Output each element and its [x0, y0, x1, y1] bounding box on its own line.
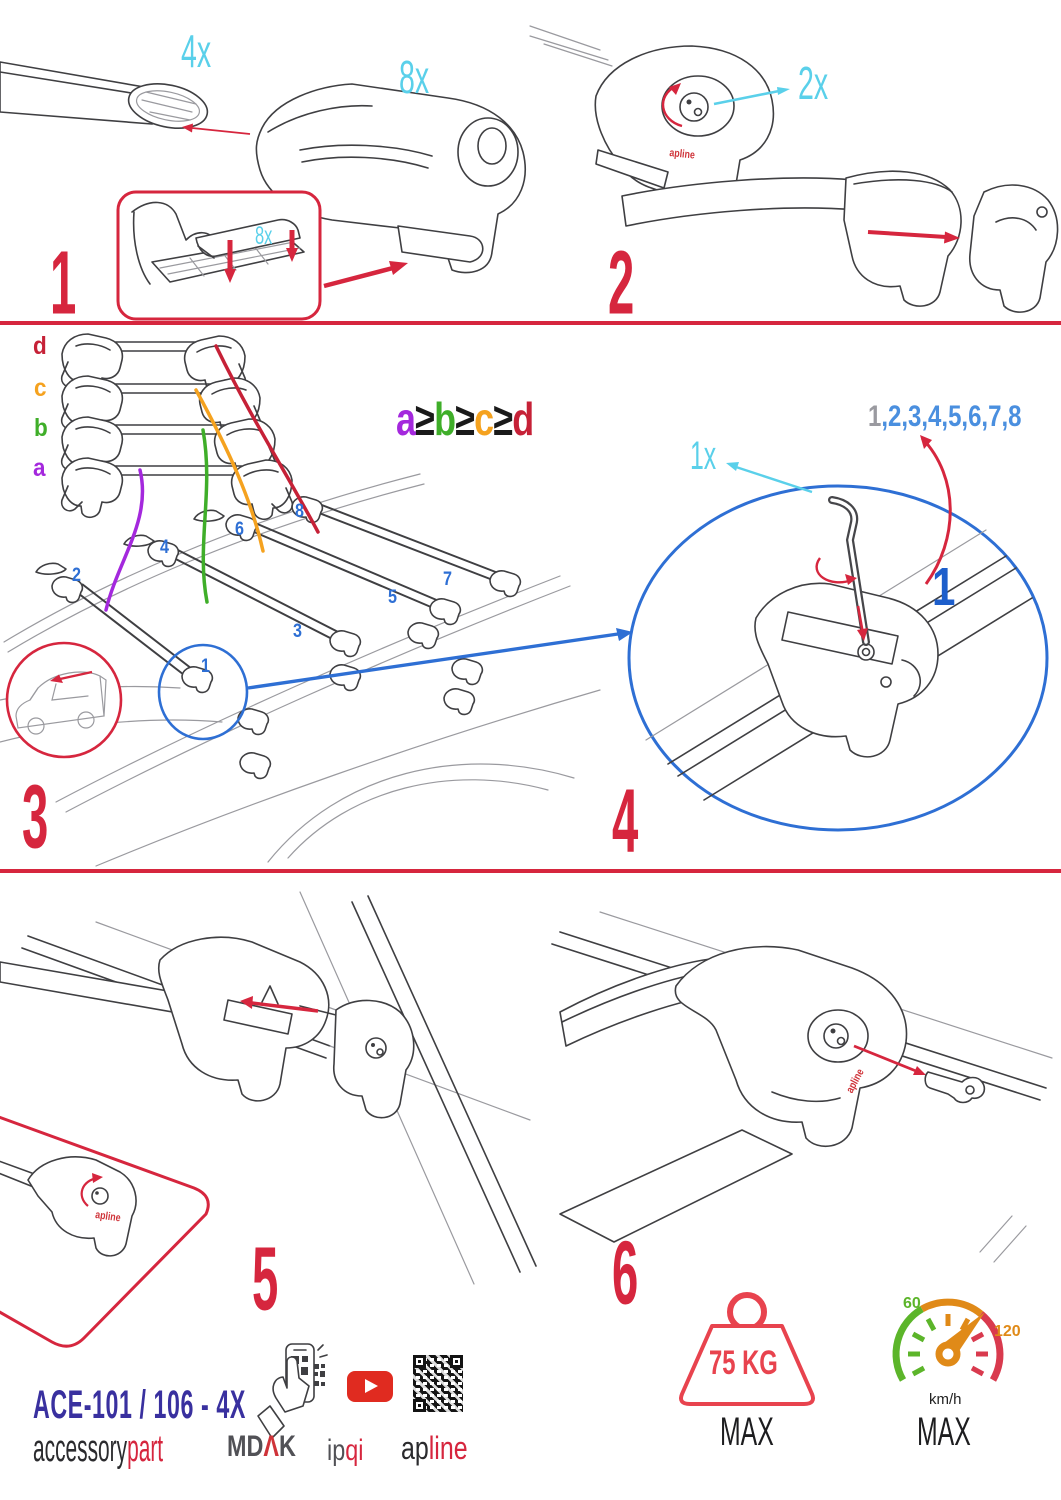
- apline-logo: [401, 1432, 468, 1464]
- speedometer-icon: [896, 1302, 1000, 1380]
- step-number-1: 1: [50, 232, 77, 334]
- step4-cyan-arrow: [726, 462, 812, 492]
- comparison-b: b: [434, 393, 456, 445]
- roof-position-1: 1: [201, 656, 210, 677]
- ipqi-logo-red: qi: [345, 1434, 364, 1467]
- mdak-logo-k: K: [279, 1430, 296, 1463]
- step-number-5: 5: [252, 1228, 279, 1330]
- roof-position-5: 5: [388, 587, 397, 608]
- foot-brand-logo: apline: [668, 147, 696, 162]
- ipqi-logo: [327, 1436, 363, 1466]
- sequence-first: 1: [868, 400, 882, 433]
- comparison-ge1: ≥: [415, 393, 435, 445]
- accessorypart-logo-black: accessory: [33, 1428, 128, 1470]
- foot-brand-logo: apline: [844, 1067, 867, 1096]
- scan-phone-icon: [258, 1344, 327, 1438]
- foot-brand-logo: apline: [94, 1209, 122, 1225]
- step3-to-step4-arrow: [248, 628, 633, 688]
- step6-illustration: [552, 912, 1052, 1262]
- tightening-sequence: [868, 402, 1021, 432]
- step3-roof-crossbars: [74, 502, 506, 678]
- speed-unit-label: km/h: [929, 1391, 962, 1408]
- product-code: ACE-101 / 106 - 4X: [33, 1383, 246, 1427]
- accessorypart-logo: [33, 1430, 163, 1468]
- step5-locked-panel: [0, 1116, 208, 1346]
- max-load-label: MAX: [720, 1410, 774, 1454]
- apline-logo-black: ap: [401, 1430, 429, 1466]
- step2-assembly-illustration: [622, 171, 1058, 312]
- quantity-label-foot: 8x: [399, 51, 430, 103]
- step1-arrow-bar: [182, 124, 250, 135]
- max-speed-label: MAX: [917, 1410, 971, 1454]
- roof-position-7: 7: [443, 569, 452, 590]
- qr-code: [413, 1355, 463, 1412]
- accessorypart-logo-red: part: [127, 1428, 164, 1470]
- step1-crossbar-illustration: [0, 62, 211, 135]
- bar-label-a: a: [33, 454, 46, 482]
- step-number-3: 3: [22, 766, 49, 868]
- qr-finder-topleft: [413, 1355, 426, 1368]
- mdak-logo: [227, 1432, 296, 1462]
- roof-position-8: 8: [295, 501, 304, 522]
- qr-finder-bottomleft: [413, 1399, 426, 1412]
- bar-size-comparison: [396, 393, 534, 445]
- roof-position-2: 2: [72, 565, 81, 586]
- mdak-logo-a: Λ: [263, 1430, 280, 1463]
- quantity-label-hexkey: 1x: [690, 434, 717, 478]
- comparison-c: c: [474, 393, 494, 445]
- bar-label-c: c: [34, 374, 47, 402]
- sequence-rest: ,2,3,4,5,6,7,8: [881, 400, 1022, 433]
- sequence-callout-1: 1: [932, 557, 956, 617]
- step-number-4: 4: [612, 770, 639, 872]
- speed-60-label: 60: [903, 1295, 921, 1312]
- comparison-ge3: ≥: [493, 393, 513, 445]
- comparison-a: a: [396, 393, 416, 445]
- apline-logo-red: line: [428, 1430, 468, 1466]
- step-number-2: 2: [608, 232, 635, 334]
- step-number-6: 6: [612, 1222, 639, 1324]
- roof-position-4: 4: [160, 537, 169, 558]
- speed-120-label: 120: [994, 1323, 1021, 1340]
- step3-car-inset: [7, 643, 121, 757]
- roof-position-3: 3: [293, 621, 302, 642]
- roof-position-6: 6: [235, 519, 244, 540]
- ipqi-logo-gray: ip: [327, 1434, 346, 1467]
- max-load-value: 75 KG: [709, 1344, 778, 1382]
- youtube-icon: [347, 1371, 393, 1402]
- quantity-label-lock: 2x: [798, 57, 829, 109]
- comparison-ge2: ≥: [455, 393, 475, 445]
- bar-label-b: b: [34, 414, 48, 442]
- quantity-label-inset-pad: 8x: [255, 222, 273, 250]
- qr-finder-topright: [450, 1355, 463, 1368]
- bar-label-d: d: [33, 332, 47, 360]
- mdak-logo-md: MD: [227, 1430, 264, 1463]
- quantity-label-crossbar: 4x: [181, 25, 212, 77]
- comparison-d: d: [512, 393, 534, 445]
